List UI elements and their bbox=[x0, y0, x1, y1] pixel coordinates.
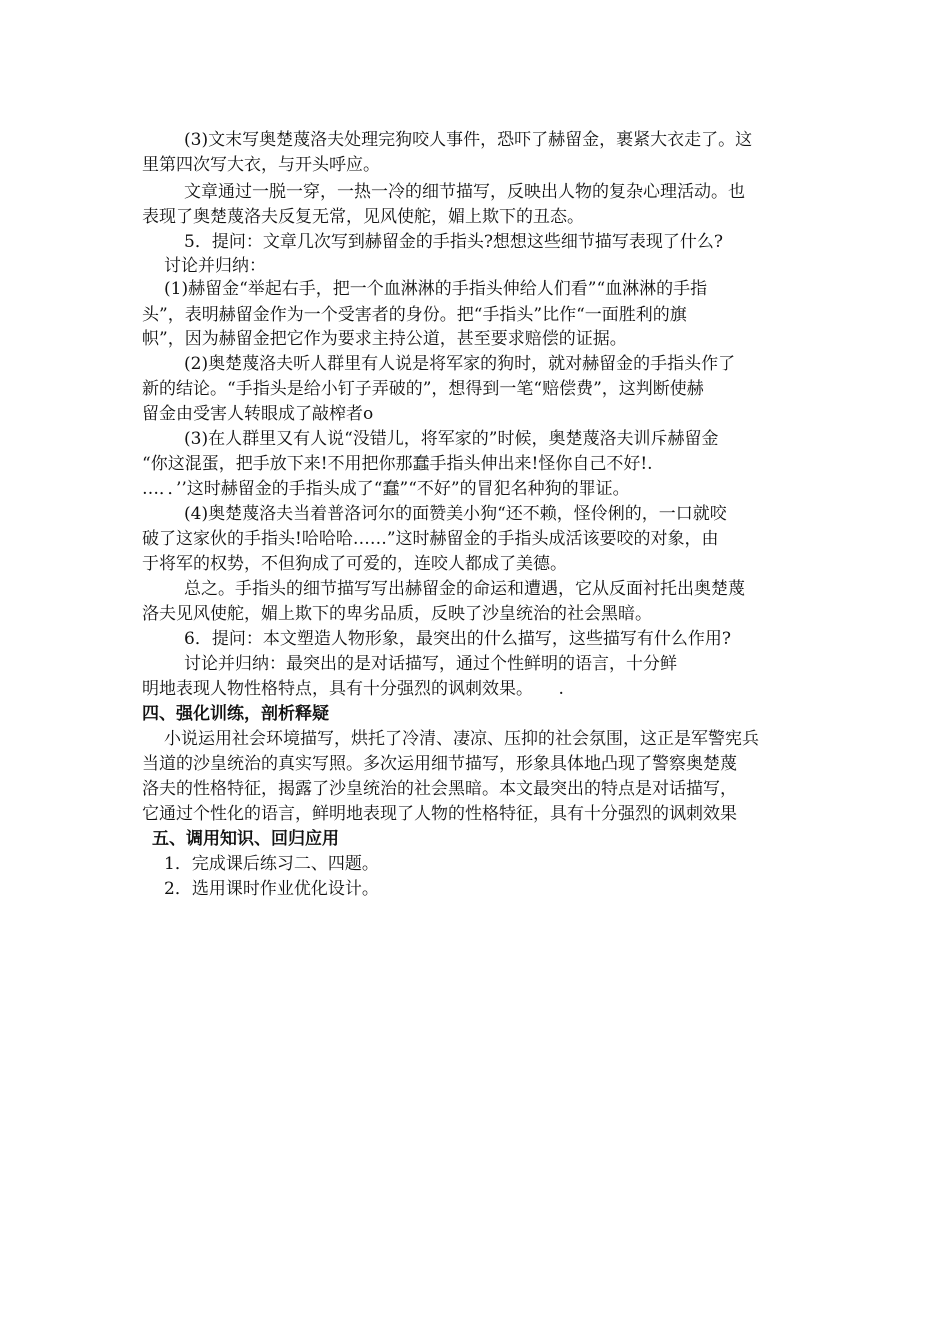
text-line: 新的结论。“手指头是给小钉子弄破的”，想得到一笔“赔偿费”，这判断使赫 bbox=[142, 379, 704, 399]
text-line: 讨论并归纳： bbox=[164, 256, 266, 276]
text-line: (1)赫留金“举起右手，把一个血淋淋的手指头伸给人们看”“血淋淋的手指 bbox=[164, 279, 708, 299]
text-line: 帜”，因为赫留金把它作为要求主持公道，甚至要求赔偿的证据。 bbox=[142, 329, 627, 349]
text-line: 它通过个性化的语言，鲜明地表现了人物的性格特征，具有十分强烈的讽刺效果 bbox=[142, 804, 737, 824]
text-line: 留金由受害人转眼成了敲榨者o bbox=[142, 404, 374, 424]
text-line: 表现了奥楚蔑洛夫反复无常，见风使舵，媚上欺下的丑态。 bbox=[142, 207, 584, 227]
section-heading: 五、调用知识、回归应用 bbox=[152, 829, 339, 849]
text-line: …．．’’这时赫留金的手指头成了“蠢”“不好”的冒犯名种狗的罪证。 bbox=[142, 479, 630, 499]
text-line: 里第四次写大衣，与开头呼应。 bbox=[142, 155, 380, 175]
text-line: 文章通过一脱一穿，一热一冷的细节描写，反映出人物的复杂心理活动。也 bbox=[184, 182, 745, 202]
text-line: 讨论并归纳：最突出的是对话描写，通过个性鲜明的语言，十分鲜 bbox=[184, 654, 677, 674]
text-line: 当道的沙皇统治的真实写照。多次运用细节描写，形象具体地凸现了警察奥楚蔑 bbox=[142, 754, 737, 774]
text-line: (3)文末写奥楚蔑洛夫处理完狗咬人事件，恐吓了赫留金，裹紧大衣走了。这 bbox=[184, 130, 753, 150]
text-line: 5．提问：文章几次写到赫留金的手指头?想想这些细节描写表现了什么? bbox=[184, 232, 724, 252]
text-line: (2)奥楚蔑洛夫听人群里有人说是将军家的狗时，就对赫留金的手指头作了 bbox=[184, 354, 736, 374]
text-line: 洛夫见风使舵，媚上欺下的卑劣品质，反映了沙皇统治的社会黑暗。 bbox=[142, 604, 652, 624]
text-line: (3)在人群里又有人说“没错儿，将军家的”时候，奥楚蔑洛夫训斥赫留金 bbox=[184, 429, 719, 449]
text-line: 小说运用社会环境描写，烘托了冷清、凄凉、压抑的社会氛围，这正是军警宪兵 bbox=[164, 729, 759, 749]
text-line: (4)奥楚蔑洛夫当着普洛诃尔的面赞美小狗“还不赖，怪伶俐的，一口就咬 bbox=[184, 504, 727, 524]
text-line: 于将军的权势，不但狗成了可爱的，连咬人都成了美德。 bbox=[142, 554, 567, 574]
section-heading: 四、强化训练，剖析释疑 bbox=[142, 704, 329, 724]
list-item: 1．完成课后练习二、四题。 bbox=[164, 854, 379, 874]
text-line: “你这混蛋，把手放下来!不用把你那蠢手指头伸出来!怪你自己不好!. bbox=[142, 454, 653, 474]
text-line: 破了这家伙的手指头!哈哈哈……”这时赫留金的手指头成活该要咬的对象，由 bbox=[142, 529, 719, 549]
list-item: 2．选用课时作业优化设计。 bbox=[164, 879, 379, 899]
text-line: 明地表现人物性格特点，具有十分强烈的讽刺效果。 . bbox=[142, 679, 564, 699]
text-line: 洛夫的性格特征，揭露了沙皇统治的社会黑暗。本文最突出的特点是对话描写， bbox=[142, 779, 737, 799]
text-line: 总之。手指头的细节描写写出赫留金的命运和遭遇，它从反面衬托出奥楚蔑 bbox=[184, 579, 745, 599]
text-line: 6．提问：本文塑造人物形象，最突出的什么描写，这些描写有什么作用? bbox=[184, 629, 731, 649]
text-line: 头”，表明赫留金作为一个受害者的身份。把“手指头”比作“一面胜利的旗 bbox=[142, 305, 687, 325]
